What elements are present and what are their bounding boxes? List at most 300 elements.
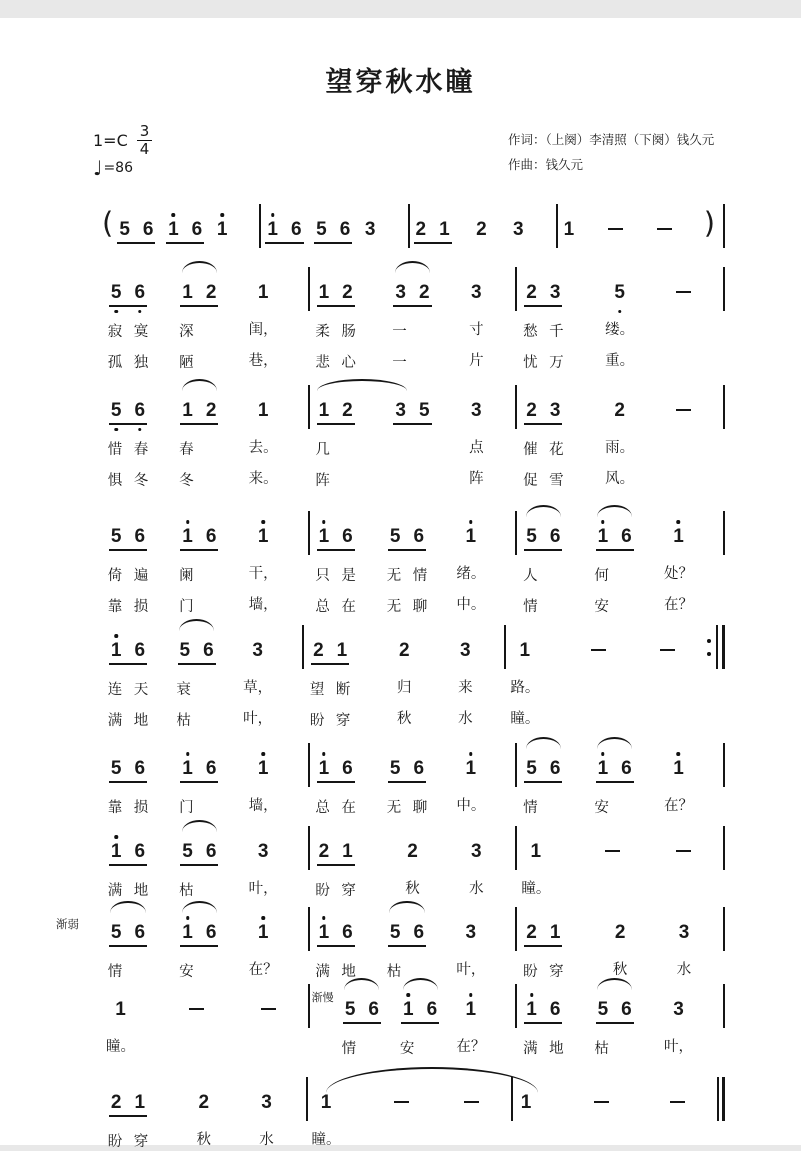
octave-dot-high — [114, 634, 118, 638]
note: 1 — [549, 922, 561, 944]
lyric-row — [605, 349, 634, 370]
lyric-syllable: 一 — [392, 324, 407, 341]
note-row — [524, 272, 562, 307]
note-row — [109, 748, 147, 783]
note-unit — [674, 272, 693, 372]
lyric-syllable: 聊 — [412, 800, 428, 817]
lyric-row — [521, 1037, 565, 1058]
note-unit — [467, 272, 485, 372]
lyric-syllable: 叶， — [456, 962, 486, 979]
note-row — [671, 989, 686, 1022]
note-row — [109, 272, 147, 307]
note-unit — [521, 912, 565, 981]
duration-dash — [394, 1101, 409, 1104]
lyric-syllable — [589, 707, 607, 728]
lyric-syllable: 在？ — [664, 597, 693, 614]
lyric-syllable: 冬 — [179, 473, 194, 490]
lyric-syllable: 巷， — [248, 353, 278, 370]
lyric-syllable — [619, 1037, 637, 1058]
note: 3 — [465, 922, 477, 944]
note-row — [596, 748, 634, 783]
lyric-syllable — [203, 595, 221, 616]
measure — [310, 516, 516, 616]
music-system — [102, 748, 725, 817]
note: 3 — [678, 922, 690, 944]
duration-dash — [660, 649, 675, 652]
lyric-syllable: 缕。 — [605, 322, 635, 339]
lyric-row — [456, 593, 485, 614]
barline — [723, 907, 725, 951]
music-system — [102, 1082, 725, 1151]
slur-arc — [597, 737, 632, 749]
note-unit — [606, 209, 625, 242]
note-row — [215, 209, 230, 242]
note: 6 — [413, 922, 425, 944]
note: 6 — [549, 526, 561, 548]
lyric-row — [340, 1037, 384, 1058]
note: 5 — [179, 640, 191, 662]
music-system — [102, 516, 725, 616]
note: 3 — [549, 282, 561, 304]
note-row — [524, 912, 562, 947]
note-unit — [593, 516, 637, 616]
lyric-syllable: 中。 — [456, 798, 486, 815]
note-row — [180, 516, 218, 551]
lyric-syllable — [132, 960, 150, 981]
note-unit — [249, 516, 278, 616]
lyric-row — [308, 709, 352, 730]
score-header — [0, 117, 801, 195]
lyric-syllable: 枯 — [179, 883, 194, 900]
lyric-syllable: 情 — [107, 964, 123, 981]
note: 5 — [344, 999, 356, 1021]
note-unit — [106, 748, 150, 817]
lyric-syllable — [417, 438, 435, 459]
note: 6 — [621, 526, 632, 548]
note-unit — [363, 209, 378, 244]
lyric-syllable — [619, 796, 637, 817]
octave-dot-high — [677, 520, 681, 524]
lyric-syllable: 盼 — [107, 1134, 123, 1151]
lyric-row — [243, 676, 272, 697]
lyric-syllable: 绪。 — [456, 566, 486, 583]
lyric-row — [188, 1035, 206, 1056]
lyric-syllable: 闺， — [248, 322, 278, 339]
note-unit — [511, 209, 526, 244]
note-row — [668, 1082, 687, 1115]
lyric-syllable: 枯 — [176, 713, 191, 730]
lyric-syllable: 寸 — [469, 322, 484, 339]
lyric-row — [106, 564, 150, 585]
measure — [102, 272, 308, 372]
note-unit — [456, 516, 485, 616]
music-system — [56, 912, 725, 981]
lyric-row — [106, 1130, 150, 1151]
lyric-syllable — [203, 879, 221, 900]
lyric-row — [668, 1128, 686, 1149]
lyric-row — [106, 879, 150, 900]
note: 1 — [342, 841, 353, 863]
lyric-row — [177, 796, 221, 817]
lyric-syllable — [201, 709, 219, 730]
note: 5 — [182, 841, 193, 863]
lyric-syllable: 在？ — [248, 962, 278, 979]
lyric-syllable: 几 — [315, 442, 330, 459]
lyric-row — [521, 960, 565, 981]
octave-dot-high — [407, 993, 411, 997]
duration-dash — [670, 1101, 685, 1104]
lyric-row — [675, 349, 693, 370]
note-row — [469, 272, 484, 305]
lyric-row — [249, 349, 278, 370]
note-row — [474, 209, 489, 242]
note-unit — [314, 390, 358, 490]
note-unit — [215, 209, 230, 244]
note: 1 — [258, 759, 269, 778]
lyric-syllable: 春 — [179, 442, 194, 459]
note: 2 — [526, 282, 537, 304]
note-row — [596, 516, 634, 551]
lyric-syllable: 门 — [179, 599, 194, 616]
lyric-syllable: 断 — [335, 682, 351, 699]
lyric-row — [391, 320, 435, 341]
slur-arc — [395, 261, 430, 273]
lyric-row — [658, 676, 676, 697]
note-unit — [314, 831, 358, 900]
lyric-syllable: 总 — [315, 800, 330, 817]
note: 2 — [476, 219, 487, 241]
note: 6 — [342, 526, 353, 548]
note-row — [464, 989, 479, 1022]
lyric-syllable: 情 — [341, 1041, 357, 1058]
measure — [102, 831, 308, 900]
lyric-syllable: 枯 — [594, 1041, 609, 1058]
note: 2 — [205, 282, 217, 304]
lyric-row — [589, 707, 607, 728]
measure — [517, 989, 723, 1058]
lyric-syllable: 雪 — [549, 473, 564, 490]
note-unit — [611, 912, 629, 981]
lyric-row — [106, 320, 150, 341]
lyric-row — [177, 438, 221, 459]
lyric-syllable: 在 — [341, 800, 356, 817]
time-signature — [137, 123, 153, 157]
music-system — [102, 831, 725, 900]
lyric-syllable: 情 — [523, 599, 538, 616]
note-unit — [314, 516, 358, 616]
duration-dash — [657, 228, 672, 231]
lyric-row — [593, 595, 637, 616]
lyric-syllable: 损 — [133, 599, 149, 616]
lyric-row — [175, 678, 219, 699]
measure — [517, 748, 723, 817]
lyric-syllable: 惧 — [107, 473, 123, 490]
note-row — [388, 516, 426, 551]
note: 1 — [168, 220, 179, 239]
lyric-syllable: 盼 — [309, 713, 325, 730]
note-row — [589, 630, 608, 663]
note-row — [109, 516, 147, 551]
note: 1 — [182, 759, 193, 778]
note-row — [259, 989, 278, 1022]
lyric-syllable: 瞳。 — [521, 881, 551, 898]
lyric-syllable: 无 — [386, 568, 402, 585]
lyric-row — [249, 877, 278, 898]
lyric-row — [605, 436, 634, 457]
lyric-syllable: 秋 — [397, 711, 412, 728]
barline — [723, 267, 725, 311]
lyric-row — [314, 469, 358, 490]
lyric-syllable: 花 — [549, 442, 564, 459]
note: 1 — [520, 1092, 532, 1114]
note: 2 — [614, 400, 625, 422]
note: 5 — [389, 758, 401, 780]
barline — [723, 385, 725, 429]
lyric-syllable: 满 — [315, 964, 330, 981]
note: 2 — [342, 282, 353, 304]
note-unit — [592, 1082, 611, 1149]
lyric-syllable: 水 — [676, 962, 692, 979]
lyric-row — [312, 1128, 341, 1149]
duration-dash — [605, 850, 620, 853]
note-unit — [456, 748, 485, 817]
lyric-row — [675, 877, 693, 898]
note-unit — [106, 1082, 150, 1151]
note: 3 — [471, 841, 482, 863]
lyric-syllable: 水 — [259, 1132, 274, 1149]
measure — [102, 1082, 306, 1151]
note-unit — [398, 989, 442, 1058]
lyric-syllable — [547, 595, 565, 616]
lyric-row — [456, 1035, 485, 1056]
lyric-row — [517, 1128, 535, 1149]
octave-dot-low — [138, 428, 142, 432]
barline-thick — [722, 1077, 726, 1121]
note: 3 — [395, 282, 406, 304]
note: 2 — [318, 841, 330, 863]
lyric-syllable: 人 — [523, 568, 538, 585]
lyric-syllable: 安 — [594, 599, 609, 616]
barline — [723, 826, 725, 870]
lyric-row — [106, 796, 150, 817]
quarter-note-icon: ♩ — [93, 156, 103, 181]
note: 5 — [111, 401, 122, 420]
note: 1 — [217, 220, 228, 239]
note-unit — [589, 630, 608, 728]
lyric-row — [249, 318, 278, 339]
note: 6 — [134, 758, 146, 780]
note-unit — [521, 272, 565, 372]
note: 1 — [673, 527, 684, 546]
tempo-value: =86 — [103, 160, 133, 177]
note-row — [363, 209, 378, 242]
lyric-syllable — [203, 320, 221, 341]
note: 5 — [119, 219, 130, 241]
lyric-syllable — [658, 707, 676, 728]
note-unit — [314, 912, 358, 981]
music-system — [102, 630, 725, 730]
key-signature — [93, 122, 152, 181]
note: 2 — [110, 1092, 122, 1114]
lyric-row — [177, 879, 221, 900]
slur-arc — [182, 820, 217, 832]
lyric-row — [314, 438, 358, 459]
lyric-row — [314, 320, 358, 341]
note: 6 — [135, 283, 146, 302]
lyric-syllable: 地 — [341, 964, 356, 981]
note-unit — [106, 390, 150, 490]
tonality-label: 1=C — [93, 130, 128, 150]
note: 2 — [342, 400, 353, 422]
note: 6 — [342, 758, 353, 780]
note: 2 — [398, 640, 410, 662]
measure — [102, 630, 302, 730]
note: 6 — [142, 219, 154, 241]
lyric-syllable: 柔 — [315, 324, 330, 341]
note-unit — [674, 831, 693, 898]
lyric-syllable: 叶， — [664, 1039, 693, 1056]
note-unit — [467, 831, 485, 900]
lyric-row — [177, 351, 221, 372]
lyric-syllable: 陋 — [179, 355, 194, 372]
note-row — [314, 209, 352, 244]
barline-thin — [716, 625, 718, 669]
lyric-syllable: 阵 — [315, 473, 330, 490]
note: 3 — [364, 219, 376, 241]
duration-dash — [608, 228, 623, 231]
note-row — [469, 390, 484, 423]
lyric-syllable: 风。 — [605, 471, 635, 488]
lyric-syllable: 秋 — [612, 962, 628, 979]
note: 5 — [526, 526, 537, 548]
lyric-syllable: 倚 — [107, 568, 123, 585]
lyric-syllable: 遍 — [133, 568, 149, 585]
note: 2 — [526, 922, 537, 944]
lyric-row — [177, 960, 221, 981]
note: 3 — [471, 282, 482, 304]
note: 1 — [319, 759, 330, 778]
lyricist-credit: 作词：（上阕）李清照（下阕）钱久元 — [508, 132, 715, 148]
lyric-row — [664, 1035, 693, 1056]
note-row — [397, 630, 412, 663]
lyric-syllable: 来。 — [248, 471, 278, 488]
note: 5 — [614, 283, 625, 302]
duration-dash — [594, 1101, 609, 1104]
octave-dot-low — [618, 310, 622, 314]
lyric-syllable: 地 — [133, 713, 149, 730]
note: 6 — [134, 640, 146, 662]
note-unit — [456, 630, 474, 730]
measure — [506, 630, 706, 728]
note-row — [343, 989, 381, 1024]
close-paren: ) — [703, 206, 716, 241]
note-unit — [521, 516, 565, 616]
note-unit — [177, 748, 221, 817]
lyric-syllable: 满 — [107, 883, 123, 900]
note-row — [311, 630, 349, 665]
lyric-syllable: 水 — [469, 881, 484, 898]
music-system — [102, 272, 725, 372]
lyric-syllable: 冬 — [133, 473, 149, 490]
note: 5 — [389, 922, 401, 944]
note-row — [524, 989, 562, 1024]
lyric-row — [391, 469, 435, 490]
note-unit — [593, 748, 637, 817]
lyric-row — [611, 958, 629, 979]
octave-dot-high — [322, 916, 326, 920]
lyric-syllable: 瞳。 — [311, 1132, 341, 1149]
lyric-syllable: 中。 — [456, 597, 486, 614]
slur-arc — [182, 379, 217, 391]
note: 3 — [395, 400, 406, 422]
note: 6 — [205, 922, 217, 944]
duration-dash — [189, 1008, 204, 1011]
lyric-row — [177, 595, 221, 616]
lyric-row — [521, 320, 565, 341]
note: 6 — [134, 922, 146, 944]
lyric-syllable — [463, 1128, 481, 1149]
lyric-syllable — [366, 1037, 384, 1058]
lyric-syllable: 在 — [341, 599, 356, 616]
note-unit — [249, 272, 278, 372]
note-row — [180, 912, 218, 947]
lyric-syllable: 阵 — [469, 471, 484, 488]
note-unit — [603, 831, 622, 898]
octave-dot-high — [469, 993, 473, 997]
duration-dash — [676, 409, 691, 412]
note-unit — [177, 912, 221, 981]
note-row — [256, 748, 271, 781]
lyric-syllable: 满 — [523, 1041, 538, 1058]
note: 6 — [205, 526, 217, 548]
note: 1 — [403, 1000, 414, 1019]
tie-arc — [326, 1067, 538, 1093]
lyric-syllable: 天 — [133, 682, 149, 699]
lyric-row — [467, 349, 485, 370]
note-unit — [243, 630, 272, 730]
note-row — [524, 748, 562, 783]
note-unit — [249, 831, 278, 900]
lyric-row — [675, 958, 693, 979]
lyric-row — [521, 595, 565, 616]
lyric-row — [392, 1128, 410, 1149]
lyric-syllable: 重。 — [605, 353, 635, 370]
lyric-syllable: 穿 — [133, 1134, 149, 1151]
lyric-syllable — [188, 1035, 206, 1056]
lyric-row — [675, 318, 693, 339]
lyric-syllable: 是 — [341, 568, 356, 585]
lyric-syllable: 悲 — [315, 355, 330, 372]
lyric-syllable — [417, 469, 435, 490]
dynamics-marking: 渐弱 — [56, 917, 79, 932]
note: 2 — [526, 400, 537, 422]
measure — [102, 516, 308, 616]
octave-dot-high — [220, 213, 224, 217]
note-row — [524, 390, 562, 425]
note: 1 — [563, 219, 575, 241]
note-unit — [259, 989, 278, 1056]
octave-dot-low — [114, 428, 118, 432]
note: 1 — [598, 759, 609, 778]
note-row — [187, 989, 206, 1022]
lyric-row — [395, 707, 413, 728]
lyric-syllable — [203, 960, 221, 981]
note-unit — [308, 630, 352, 730]
note-row — [562, 209, 577, 242]
lyric-syllable: 安 — [399, 1041, 415, 1058]
lyric-row — [391, 351, 435, 372]
octave-dot-high — [677, 752, 681, 756]
